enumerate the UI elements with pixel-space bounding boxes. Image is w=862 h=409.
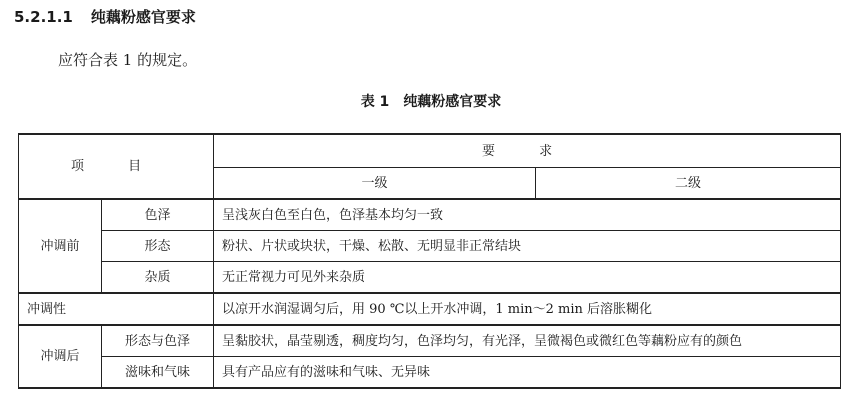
header-grade2: 二级 bbox=[536, 168, 841, 200]
item-label: 色泽 bbox=[102, 199, 214, 231]
section-heading bbox=[14, 6, 196, 27]
group-label-dispersibility: 冲调性 bbox=[19, 293, 214, 325]
table-caption bbox=[0, 91, 862, 111]
requirement-text: 呈浅灰白色至白色，色泽基本均匀一致 bbox=[214, 199, 841, 231]
item-label: 形态 bbox=[102, 231, 214, 262]
requirement-text: 粉状、片状或块状，干燥、松散、无明显非正常结块 bbox=[214, 231, 841, 262]
header-requirement: 要 求 bbox=[214, 134, 841, 168]
table-row bbox=[19, 199, 841, 231]
requirement-text: 无正常视力可见外来杂质 bbox=[214, 262, 841, 294]
requirement-text: 以凉开水润湿调匀后，用 90 ℃以上开水冲调，1 min～2 min 后溶胀糊化 bbox=[214, 293, 841, 325]
section-number: 5.2.1.1 bbox=[14, 8, 73, 26]
item-label: 杂质 bbox=[102, 262, 214, 294]
table-row bbox=[19, 357, 841, 389]
table-row bbox=[19, 293, 841, 325]
table-caption-number: 表 1 bbox=[360, 94, 390, 110]
item-label: 形态与色泽 bbox=[102, 325, 214, 357]
requirement-text: 呈黏胶状，晶莹剔透，稠度均匀，色泽均匀，有光泽，呈微褐色或微红色等藕粉应有的颜色 bbox=[214, 325, 841, 357]
item-label: 滋味和气味 bbox=[102, 357, 214, 389]
group-label-before: 冲调前 bbox=[19, 199, 102, 293]
table-row bbox=[19, 231, 841, 262]
intro-text: 应符合表 1 的规定。 bbox=[58, 51, 198, 69]
table-caption-title: 纯藕粉感官要求 bbox=[403, 94, 502, 110]
requirement-text: 具有产品应有的滋味和气味、无异味 bbox=[214, 357, 841, 389]
section-title: 纯藕粉感官要求 bbox=[90, 8, 196, 26]
requirements-table bbox=[18, 133, 841, 389]
header-item: 项 目 bbox=[19, 134, 214, 199]
table-row bbox=[19, 325, 841, 357]
table-header-row bbox=[19, 134, 841, 168]
table-row bbox=[19, 262, 841, 294]
group-label-after: 冲调后 bbox=[19, 325, 102, 388]
header-grade1: 一级 bbox=[214, 168, 536, 200]
